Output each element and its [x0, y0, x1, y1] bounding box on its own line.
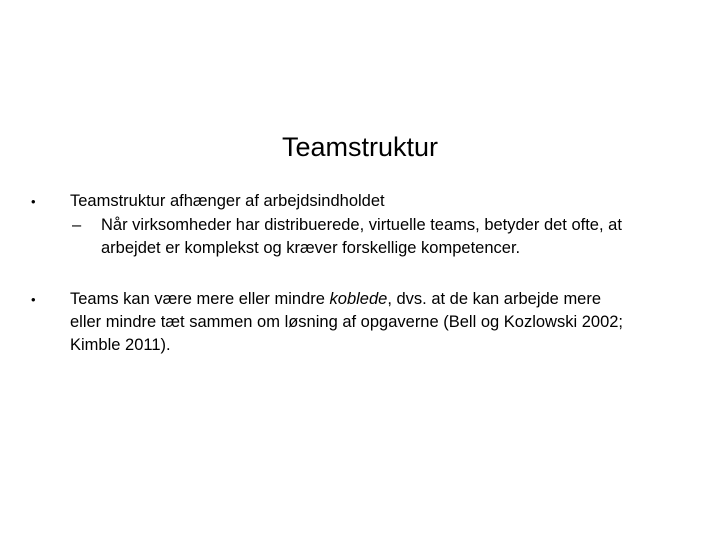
bullet-text-line [70, 287, 601, 311]
text-segment: Teams kan være mere eller mindre [70, 290, 330, 308]
sub-bullet-marker: – [72, 216, 82, 234]
bullet-text: Teamstruktur afhænger af arbejdsindholdet [70, 192, 385, 210]
emphasized-word: koblede [329, 290, 388, 308]
sub-bullet-text-line: arbejdet er komplekst og kræver forskellige kompetencer. [101, 239, 521, 257]
bullet-marker: • [31, 292, 36, 307]
text-segment: , dvs. at de kan arbejde mere [387, 290, 602, 308]
bullet-text-line: eller mindre tæt sammen om løsning af opgaverne (Bell og Kozlowski 2002; [70, 313, 624, 331]
slide-title: Teamstruktur [281, 132, 439, 162]
bullet-marker: • [31, 194, 36, 209]
sub-bullet-text-line: Når virksomheder har distribuerede, virtuelle teams, betyder det ofte, at [101, 216, 622, 234]
bullet-text-line: Kimble 2011). [70, 336, 171, 354]
